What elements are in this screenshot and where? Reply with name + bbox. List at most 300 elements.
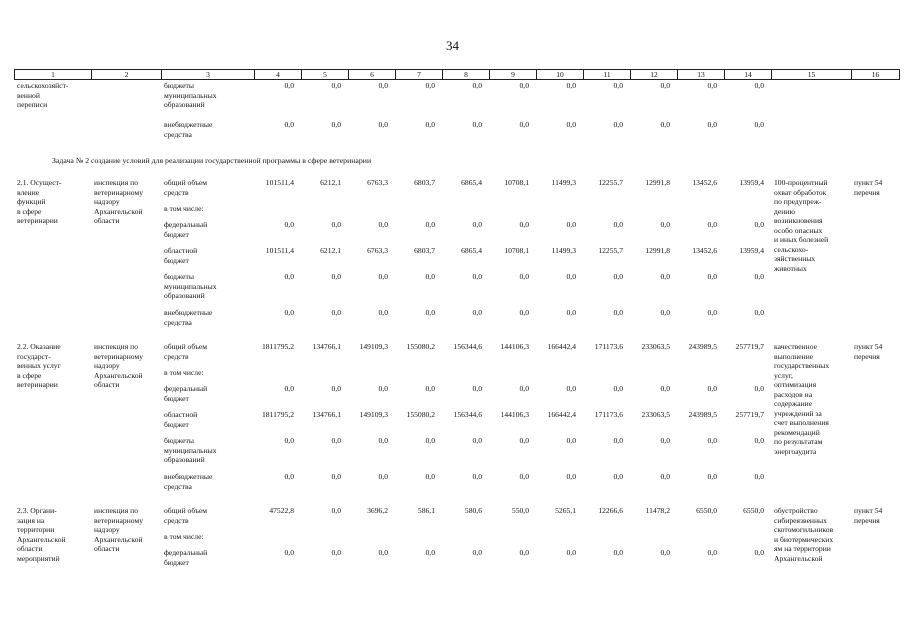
value-cell: 166442,4 <box>547 342 576 351</box>
funding-source-line: средств <box>164 515 189 525</box>
activity-name <box>17 81 90 110</box>
value-cell: 0,0 <box>613 220 623 229</box>
legal-reference-line: пункт 54 <box>854 178 883 187</box>
expected-result-line: энергоаудита <box>774 446 817 456</box>
funding-source-line: бюджет <box>164 229 189 239</box>
value-cell: 0,0 <box>566 120 576 129</box>
value-cell: 0,0 <box>284 384 294 393</box>
column-number-header <box>14 69 900 80</box>
value-cell: 0,0 <box>331 548 341 557</box>
expected-result-line: дению <box>774 206 796 216</box>
value-cell: 0,0 <box>472 220 482 229</box>
value-cell: 0,0 <box>754 472 764 481</box>
value-cell: 156344,6 <box>453 410 482 419</box>
value-cell: 0,0 <box>284 220 294 229</box>
value-cell: 0,0 <box>378 436 388 445</box>
value-cell: 0,0 <box>331 384 341 393</box>
value-cell: 0,0 <box>331 436 341 445</box>
legal-reference-line: пункт 54 <box>854 506 883 515</box>
value-cell: 12991,8 <box>645 246 670 255</box>
expected-result-line: сибиреязвенных <box>774 515 827 525</box>
value-cell: 6803,7 <box>414 178 435 187</box>
value-cell: 0,0 <box>331 472 341 481</box>
legal-reference-line: перечня <box>854 351 880 361</box>
funding-source <box>164 342 253 361</box>
activity-name <box>17 342 90 390</box>
value-cell: 0,0 <box>472 384 482 393</box>
activity-name-line: ветеринарии <box>17 380 58 389</box>
funding-source <box>164 204 253 214</box>
value-cell: 0,0 <box>378 548 388 557</box>
executor-line: инспекция по <box>94 506 139 515</box>
funding-source <box>164 548 253 567</box>
funding-source-line: образований <box>164 100 205 109</box>
value-cell: 0,0 <box>566 384 576 393</box>
funding-source <box>164 532 253 542</box>
activity-name-line: зация на <box>17 515 45 525</box>
funding-source <box>164 246 253 265</box>
value-cell: 0,0 <box>472 548 482 557</box>
executor-line: Архангельской <box>94 534 143 544</box>
funding-source-line: общий объем <box>164 342 208 351</box>
funding-source-line: средства <box>164 317 192 327</box>
expected-result-line: Архангельской <box>774 553 823 563</box>
value-cell: 0,0 <box>425 220 435 229</box>
value-cell: 134766,1 <box>312 342 341 351</box>
value-cell: 6212,1 <box>320 178 341 187</box>
expected-result-line: обустройство <box>774 506 818 515</box>
expected-result-line: качественное <box>774 342 818 351</box>
value-cell: 10708,1 <box>504 178 529 187</box>
value-cell: 0,0 <box>707 120 717 129</box>
funding-source <box>164 410 253 429</box>
funding-source-line: бюджеты <box>164 272 194 281</box>
value-cell: 0,0 <box>472 272 482 281</box>
value-cell: 0,0 <box>613 81 623 90</box>
funding-source <box>164 506 253 525</box>
funding-source-line: бюджет <box>164 419 189 429</box>
executor-line: Архангельской <box>94 206 143 216</box>
value-cell: 0,0 <box>707 272 717 281</box>
value-cell: 13959,4 <box>739 246 764 255</box>
value-cell: 0,0 <box>331 120 341 129</box>
value-cell: 0,0 <box>613 120 623 129</box>
expected-result-line: оптимизация <box>774 380 817 389</box>
value-cell: 580,6 <box>464 506 482 515</box>
value-cell: 0,0 <box>566 220 576 229</box>
expected-result-line: выполнение <box>774 351 814 361</box>
header-col-9: 9 <box>490 70 537 80</box>
expected-result-line: по предупреж- <box>774 197 822 206</box>
value-cell: 0,0 <box>425 81 435 90</box>
header-col-12: 12 <box>631 70 678 80</box>
header-col-3: 3 <box>162 70 255 80</box>
expected-result-line: и иных болезней <box>774 235 829 244</box>
header-col-11: 11 <box>584 70 631 80</box>
value-cell: 13452,6 <box>692 246 717 255</box>
value-cell: 6212,1 <box>320 246 341 255</box>
expected-result-line: содержание <box>774 399 813 408</box>
value-cell: 0,0 <box>660 220 670 229</box>
task-heading: Задача № 2 создание условий для реализации государственной программы в сфере ветеринарии <box>52 156 372 165</box>
value-cell: 243989,5 <box>688 410 717 419</box>
value-cell: 12255,7 <box>598 246 623 255</box>
value-cell: 0,0 <box>284 120 294 129</box>
value-cell: 0,0 <box>472 472 482 481</box>
header-col-13: 13 <box>678 70 725 80</box>
value-cell: 0,0 <box>707 436 717 445</box>
executor-line: области <box>94 216 120 225</box>
value-cell: 0,0 <box>284 436 294 445</box>
expected-result-line: услуг, <box>774 370 793 380</box>
activity-name-line: 2.2. Оказание <box>17 342 61 351</box>
page-number: 34 <box>446 38 459 53</box>
activity-name-line: 2.1. Осущест- <box>17 178 62 187</box>
executor <box>94 342 162 390</box>
executor-line: надзору <box>94 361 120 370</box>
legal-reference <box>854 178 900 197</box>
activity-name-line: области <box>17 544 43 553</box>
value-cell: 0,0 <box>754 81 764 90</box>
activity-name-line: венных услуг <box>17 361 61 370</box>
value-cell: 0,0 <box>660 308 670 317</box>
value-cell: 149109,3 <box>359 410 388 419</box>
expected-result-line: учреждений за <box>774 408 822 418</box>
header-col-8: 8 <box>443 70 490 80</box>
value-cell: 134766,1 <box>312 410 341 419</box>
activity-name-line: 2.3. Органи- <box>17 506 57 515</box>
value-cell: 6763,3 <box>367 178 388 187</box>
value-cell: 0,0 <box>519 220 529 229</box>
funding-source-line: бюджет <box>164 393 189 403</box>
legal-reference <box>854 506 900 525</box>
funding-source-line: муниципальных <box>164 281 217 291</box>
expected-result-line: расходов на <box>774 389 813 399</box>
value-cell: 171173,6 <box>594 410 623 419</box>
value-cell: 155080,2 <box>406 410 435 419</box>
value-cell: 0,0 <box>707 472 717 481</box>
value-cell: 0,0 <box>472 436 482 445</box>
executor-line: инспекция по <box>94 342 139 351</box>
value-cell: 0,0 <box>660 81 670 90</box>
value-cell: 0,0 <box>378 472 388 481</box>
funding-source-line: образований <box>164 291 205 300</box>
value-cell: 0,0 <box>425 548 435 557</box>
legal-reference-line: перечня <box>854 515 880 525</box>
value-cell: 0,0 <box>519 308 529 317</box>
funding-source-line: образований <box>164 455 205 464</box>
value-cell: 0,0 <box>378 384 388 393</box>
funding-source-line: внебюджетные <box>164 308 213 317</box>
value-cell: 6550,0 <box>743 506 764 515</box>
funding-source-line: в том числе: <box>164 368 204 377</box>
value-cell: 12255,7 <box>598 178 623 187</box>
value-cell: 0,0 <box>707 548 717 557</box>
executor-line: Архангельской <box>94 370 143 380</box>
value-cell: 257719,7 <box>735 410 764 419</box>
funding-source-line: бюджеты <box>164 81 194 90</box>
header-col-15: 15 <box>772 70 852 80</box>
value-cell: 0,0 <box>519 272 529 281</box>
value-cell: 0,0 <box>566 81 576 90</box>
value-cell: 0,0 <box>754 220 764 229</box>
value-cell: 0,0 <box>660 436 670 445</box>
value-cell: 0,0 <box>566 472 576 481</box>
value-cell: 166442,4 <box>547 410 576 419</box>
value-cell: 0,0 <box>660 548 670 557</box>
value-cell: 149109,3 <box>359 342 388 351</box>
funding-source-line: бюджет <box>164 557 189 567</box>
funding-source-line: средства <box>164 129 192 139</box>
activity-name-line: ветеринарии <box>17 216 58 225</box>
funding-source <box>164 178 253 197</box>
value-cell: 0,0 <box>284 272 294 281</box>
budget-table <box>14 69 883 567</box>
funding-source-line: муниципальных <box>164 445 217 455</box>
value-cell: 0,0 <box>660 120 670 129</box>
value-cell: 0,0 <box>472 308 482 317</box>
value-cell: 0,0 <box>472 120 482 129</box>
executor-line: области <box>94 380 120 389</box>
value-cell: 0,0 <box>284 472 294 481</box>
funding-source-line: средств <box>164 351 189 361</box>
value-cell: 0,0 <box>378 220 388 229</box>
expected-result-line: по результатам <box>774 437 823 446</box>
value-cell: 0,0 <box>519 81 529 90</box>
value-cell: 0,0 <box>284 308 294 317</box>
value-cell: 0,0 <box>754 436 764 445</box>
value-cell: 0,0 <box>566 308 576 317</box>
value-cell: 0,0 <box>378 272 388 281</box>
value-cell: 11478,2 <box>645 506 670 515</box>
activity-name-line: Архангельской <box>17 534 66 544</box>
expected-result-line: государственных <box>774 361 830 370</box>
value-cell: 550,0 <box>511 506 529 515</box>
value-cell: 155080,2 <box>406 342 435 351</box>
expected-result-line: счет выполнения <box>774 418 829 427</box>
executor-line: ветеринарному <box>94 187 144 197</box>
funding-source-line: федеральный <box>164 548 208 557</box>
value-cell: 0,0 <box>613 472 623 481</box>
value-cell: 0,0 <box>754 384 764 393</box>
value-cell: 0,0 <box>660 384 670 393</box>
value-cell: 6763,3 <box>367 246 388 255</box>
expected-result <box>774 342 852 456</box>
funding-source-line: федеральный <box>164 220 208 229</box>
value-cell: 6865,4 <box>461 246 482 255</box>
value-cell: 0,0 <box>378 308 388 317</box>
value-cell: 0,0 <box>613 308 623 317</box>
funding-source-line: средств <box>164 187 189 197</box>
funding-source-line: в том числе: <box>164 204 204 213</box>
funding-source-line: средства <box>164 481 192 491</box>
value-cell: 0,0 <box>425 384 435 393</box>
funding-source-line: внебюджетные <box>164 472 213 481</box>
value-cell: 0,0 <box>425 308 435 317</box>
activity-name-line: государст- <box>17 351 51 361</box>
funding-source-line: бюджеты <box>164 436 194 445</box>
value-cell: 0,0 <box>754 308 764 317</box>
funding-source <box>164 384 253 403</box>
value-cell: 101511,4 <box>265 246 294 255</box>
value-cell: 0,0 <box>707 220 717 229</box>
funding-source <box>164 368 253 378</box>
activity-name-line: переписи <box>17 100 48 109</box>
value-cell: 0,0 <box>331 220 341 229</box>
expected-result-line: и биотермических <box>774 534 834 544</box>
funding-source-line: в том числе: <box>164 532 204 541</box>
funding-source-line: областной <box>164 410 198 419</box>
executor-line: инспекция по <box>94 178 139 187</box>
value-cell: 0,0 <box>754 272 764 281</box>
funding-source <box>164 436 253 465</box>
funding-source-line: бюджет <box>164 255 189 265</box>
executor-line: ветеринарному <box>94 515 144 525</box>
expected-result-line: животных <box>774 263 807 273</box>
header-col-7: 7 <box>396 70 443 80</box>
value-cell: 12991,8 <box>645 178 670 187</box>
value-cell: 0,0 <box>566 436 576 445</box>
executor-line: надзору <box>94 525 120 534</box>
value-cell: 0,0 <box>472 81 482 90</box>
value-cell: 0,0 <box>425 436 435 445</box>
value-cell: 5265,1 <box>555 506 576 515</box>
value-cell: 1811795,2 <box>262 342 294 351</box>
value-cell: 1811795,2 <box>262 410 294 419</box>
value-cell: 233063,5 <box>641 410 670 419</box>
funding-source <box>164 272 253 301</box>
value-cell: 101511,4 <box>265 178 294 187</box>
funding-source-line: муниципальных <box>164 90 217 100</box>
value-cell: 0,0 <box>519 120 529 129</box>
value-cell: 0,0 <box>331 308 341 317</box>
value-cell: 0,0 <box>707 81 717 90</box>
value-cell: 0,0 <box>566 548 576 557</box>
funding-source <box>164 120 253 139</box>
value-cell: 0,0 <box>331 81 341 90</box>
executor-line: ветеринарному <box>94 351 144 361</box>
value-cell: 0,0 <box>754 120 764 129</box>
expected-result <box>774 506 852 563</box>
value-cell: 6550,0 <box>696 506 717 515</box>
value-cell: 0,0 <box>425 120 435 129</box>
value-cell: 257719,7 <box>735 342 764 351</box>
header-col-14: 14 <box>725 70 772 80</box>
expected-result-line: рекомендаций <box>774 427 820 437</box>
value-cell: 0,0 <box>660 272 670 281</box>
expected-result <box>774 178 852 273</box>
value-cell: 11499,3 <box>551 246 576 255</box>
funding-source-line: общий объем <box>164 506 208 515</box>
activity-name-line: территории <box>17 525 55 534</box>
activity-name <box>17 506 90 563</box>
expected-result-line: 100-процентный <box>774 178 828 187</box>
value-cell: 0,0 <box>613 548 623 557</box>
value-cell: 0,0 <box>660 472 670 481</box>
value-cell: 0,0 <box>566 272 576 281</box>
expected-result-line: возникновения <box>774 216 823 225</box>
value-cell: 156344,6 <box>453 342 482 351</box>
header-col-4: 4 <box>255 70 302 80</box>
funding-source-line: внебюджетные <box>164 120 213 129</box>
value-cell: 10708,1 <box>504 246 529 255</box>
header-col-1: 1 <box>15 70 92 80</box>
value-cell: 11499,3 <box>551 178 576 187</box>
activity-name <box>17 178 90 226</box>
activity-name-line: мероприятий <box>17 553 60 563</box>
activity-name-line: функций <box>17 197 46 206</box>
value-cell: 6865,4 <box>461 178 482 187</box>
value-cell: 12266,6 <box>598 506 623 515</box>
value-cell: 0,0 <box>378 120 388 129</box>
header-col-6: 6 <box>349 70 396 80</box>
value-cell: 0,0 <box>425 472 435 481</box>
value-cell: 233063,5 <box>641 342 670 351</box>
value-cell: 13452,6 <box>692 178 717 187</box>
header-col-5: 5 <box>302 70 349 80</box>
expected-result-line: скотомогильников <box>774 525 834 534</box>
funding-source-line: федеральный <box>164 384 208 393</box>
value-cell: 0,0 <box>425 272 435 281</box>
activity-name-line: сельскохозяйст- <box>17 81 69 90</box>
header-col-2: 2 <box>92 70 162 80</box>
header-col-10: 10 <box>537 70 584 80</box>
value-cell: 0,0 <box>378 81 388 90</box>
funding-source <box>164 472 253 491</box>
value-cell: 0,0 <box>754 548 764 557</box>
value-cell: 0,0 <box>613 384 623 393</box>
funding-source-line: общий объем <box>164 178 208 187</box>
value-cell: 0,0 <box>707 384 717 393</box>
header-col-16: 16 <box>852 70 900 80</box>
value-cell: 0,0 <box>331 506 341 515</box>
expected-result-line: сельскохо- <box>774 244 809 254</box>
value-cell: 0,0 <box>613 436 623 445</box>
expected-result-line: охват обработок <box>774 187 827 197</box>
value-cell: 6803,7 <box>414 246 435 255</box>
expected-result-line: особо опасных <box>774 225 823 235</box>
value-cell: 243989,5 <box>688 342 717 351</box>
funding-source <box>164 220 253 239</box>
value-cell: 47522,8 <box>269 506 294 515</box>
value-cell: 144106,3 <box>500 342 529 351</box>
funding-source-line: областной <box>164 246 198 255</box>
value-cell: 0,0 <box>519 548 529 557</box>
activity-name-line: венной <box>17 90 40 100</box>
value-cell: 0,0 <box>707 308 717 317</box>
value-cell: 0,0 <box>613 272 623 281</box>
executor-line: области <box>94 544 120 553</box>
executor <box>94 178 162 226</box>
activity-name-line: в сфере <box>17 370 42 380</box>
expected-result-line: зяйственных <box>774 254 816 263</box>
value-cell: 13959,4 <box>739 178 764 187</box>
executor <box>94 506 162 554</box>
value-cell: 0,0 <box>331 272 341 281</box>
value-cell: 0,0 <box>284 81 294 90</box>
activity-name-line: в сфере <box>17 206 42 216</box>
value-cell: 0,0 <box>519 472 529 481</box>
activity-name-line: вление <box>17 187 40 197</box>
legal-reference-line: пункт 54 <box>854 342 883 351</box>
value-cell: 3696,2 <box>367 506 388 515</box>
value-cell: 0,0 <box>519 384 529 393</box>
value-cell: 144106,3 <box>500 410 529 419</box>
value-cell: 0,0 <box>519 436 529 445</box>
legal-reference-line: перечня <box>854 187 880 197</box>
value-cell: 0,0 <box>284 548 294 557</box>
funding-source <box>164 308 253 327</box>
